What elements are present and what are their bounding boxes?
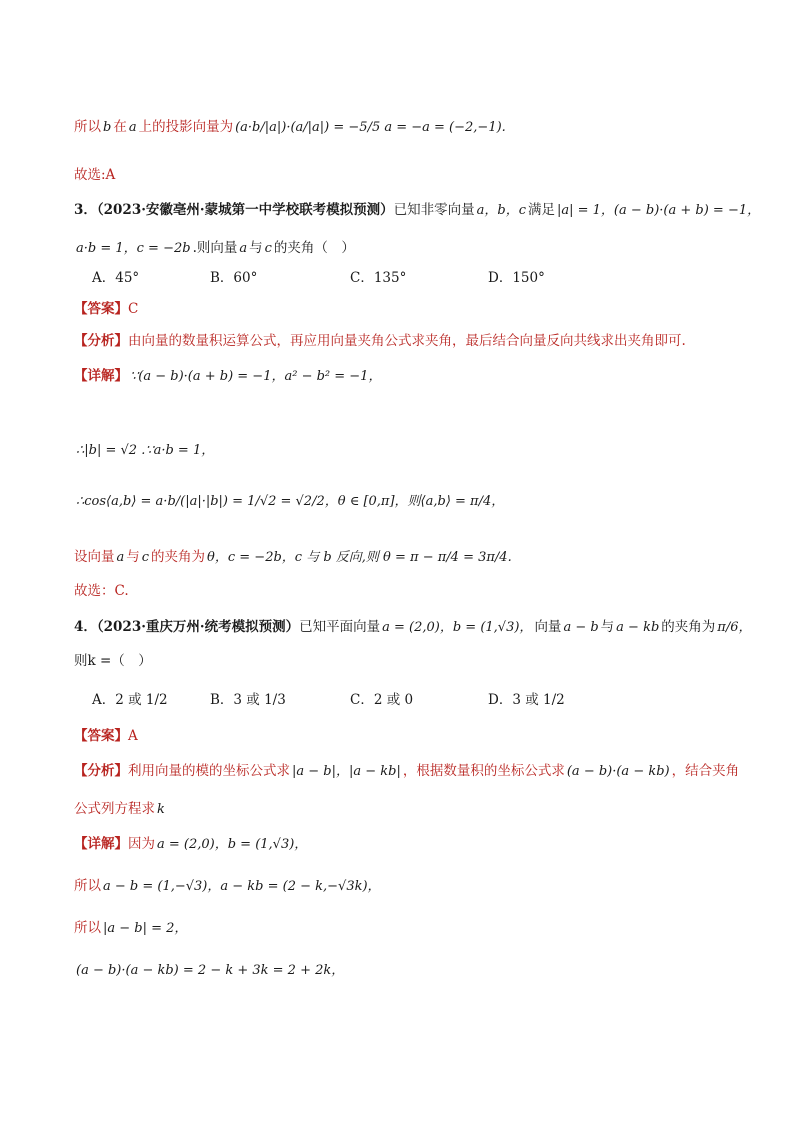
text: 向量 [534,619,562,635]
q4-answer [74,726,138,746]
q3-option-b: B．60° [210,270,258,286]
formula: a − b = (1,−√3)，a − kb = (2 − k,−√3k)， [103,879,381,894]
q3-option-c: C．135° [350,270,407,286]
q3-option-a: A．45° [92,270,140,286]
formula: a − b [563,620,599,635]
q4-analysis-1 [74,761,739,782]
vector-a: a [116,550,125,565]
question-3-line1 [74,200,762,221]
analysis-tag: 【分析】 [74,333,128,349]
q3-option-d: D．150° [488,270,545,286]
q4-analysis-2 [74,799,167,820]
question-3-line2 [74,238,355,259]
formula: θ，c = −2b，c 与 b 反向,则 θ = π − π/4 = 3π/4. [207,550,512,565]
q4-option-a: A．2 或 1/2 [92,692,168,708]
formula: |a| = 1，(a − b)·(a + b) = −1， [556,203,761,218]
answer-tag: 【答案】 [74,301,128,317]
analysis-text: 由向量的数量积运算公式，再应用向量夹角公式求夹角，最后结合向量反向共线求出夹角即可. [128,333,686,349]
formula: ∵(a − b)·(a + b) = −1，a² − b² = −1， [130,369,382,384]
formula: a − kb [616,620,660,635]
text: 所以 [74,920,101,936]
text: 已知非零向量 [393,202,475,218]
question-source: 4．（2023·重庆万州·统考模拟预测） [74,619,300,635]
text: 的夹角为 [151,549,206,565]
q3-final: 故选：C. [74,583,129,599]
q4-detail-1 [74,834,309,855]
text: 上的投影向量为 [138,119,234,135]
formula: a·b = 1，c = −2b [76,241,191,256]
detail-tag: 【详解】 [74,368,128,384]
text: 在 [113,119,127,135]
vector-a: a [128,120,137,135]
q4-option-d: D．3 或 1/2 [488,692,565,708]
q4-detail-3 [74,918,189,939]
text: 与 [249,240,263,256]
q3-answer [74,299,138,319]
vector-a: a [239,241,248,256]
vector-b: b [103,120,112,135]
text: 所以 [74,878,101,894]
formula: |a − b|，|a − kb| [292,764,401,779]
text: 因为 [128,836,155,852]
text: 所以 [74,119,101,135]
formula: π/6， [717,620,752,635]
text: ，根据数量积的坐标公式求 [402,763,565,779]
formula: a = (2,0)，b = (1,√3)， [157,837,308,852]
formula: ∴cos⟨a,b⟩ = a·b/(|a|·|b|) = 1/√2 = √2/2，θ ∈ [0,π]，则⟨a,b⟩ = π/4， [76,494,505,509]
q3-detail-4 [74,547,514,568]
question-4-line1 [74,617,753,638]
text: 公式列方程求 [74,801,155,817]
text: 满足 [527,202,555,218]
choice-line: 故选:A [74,167,116,183]
q3-detail-2 [74,440,216,461]
q4-detail-2 [74,876,383,897]
q4-option-c: C．2 或 0 [350,692,414,708]
formula: (a − b)·(a − kb) = 2 − k + 3k = 2 + 2k， [76,963,345,978]
text: 的夹角（ ） [273,240,355,256]
answer-value: C [128,301,139,317]
formula: |a − b| = 2， [103,921,188,936]
formula: (a·b/|a|)·(a/|a|) = −5/5 a = −a = (−2,−1). [235,120,506,135]
detail-tag: 【详解】 [74,836,128,852]
formula: a = (2,0)，b = (1,√3)， [382,620,533,635]
q4-option-b: B．3 或 1/3 [210,692,286,708]
text: .则向量 [192,240,238,256]
text: 与 [600,619,615,635]
text: 与 [126,549,140,565]
formula: (a − b)·(a − kb) [566,764,670,779]
text: 设向量 [74,549,115,565]
text: ，结合夹角 [671,763,740,779]
q4-detail-4 [74,960,346,981]
text: 的夹角为 [661,619,716,635]
text: 利用向量的模的坐标公式求 [128,763,290,779]
analysis-tag: 【分析】 [74,763,128,779]
q3-detail-3 [74,491,506,512]
projection-line [74,117,508,138]
q3-detail-1 [74,366,383,387]
formula: ∴|b| = √2 .∵a·b = 1， [76,443,215,458]
answer-tag: 【答案】 [74,728,128,744]
formula: k [157,802,165,817]
question-source: 3．（2023·安徽亳州·蒙城第一中学校联考模拟预测） [74,202,394,218]
formula: a，b，c [476,203,526,218]
vector-c: c [141,550,150,565]
question-4-line2: 则k =（ ） [74,653,152,669]
answer-value: A [128,728,138,744]
vector-c: c [264,241,272,256]
q3-analysis [74,331,686,351]
text: 已知平面向量 [299,619,381,635]
